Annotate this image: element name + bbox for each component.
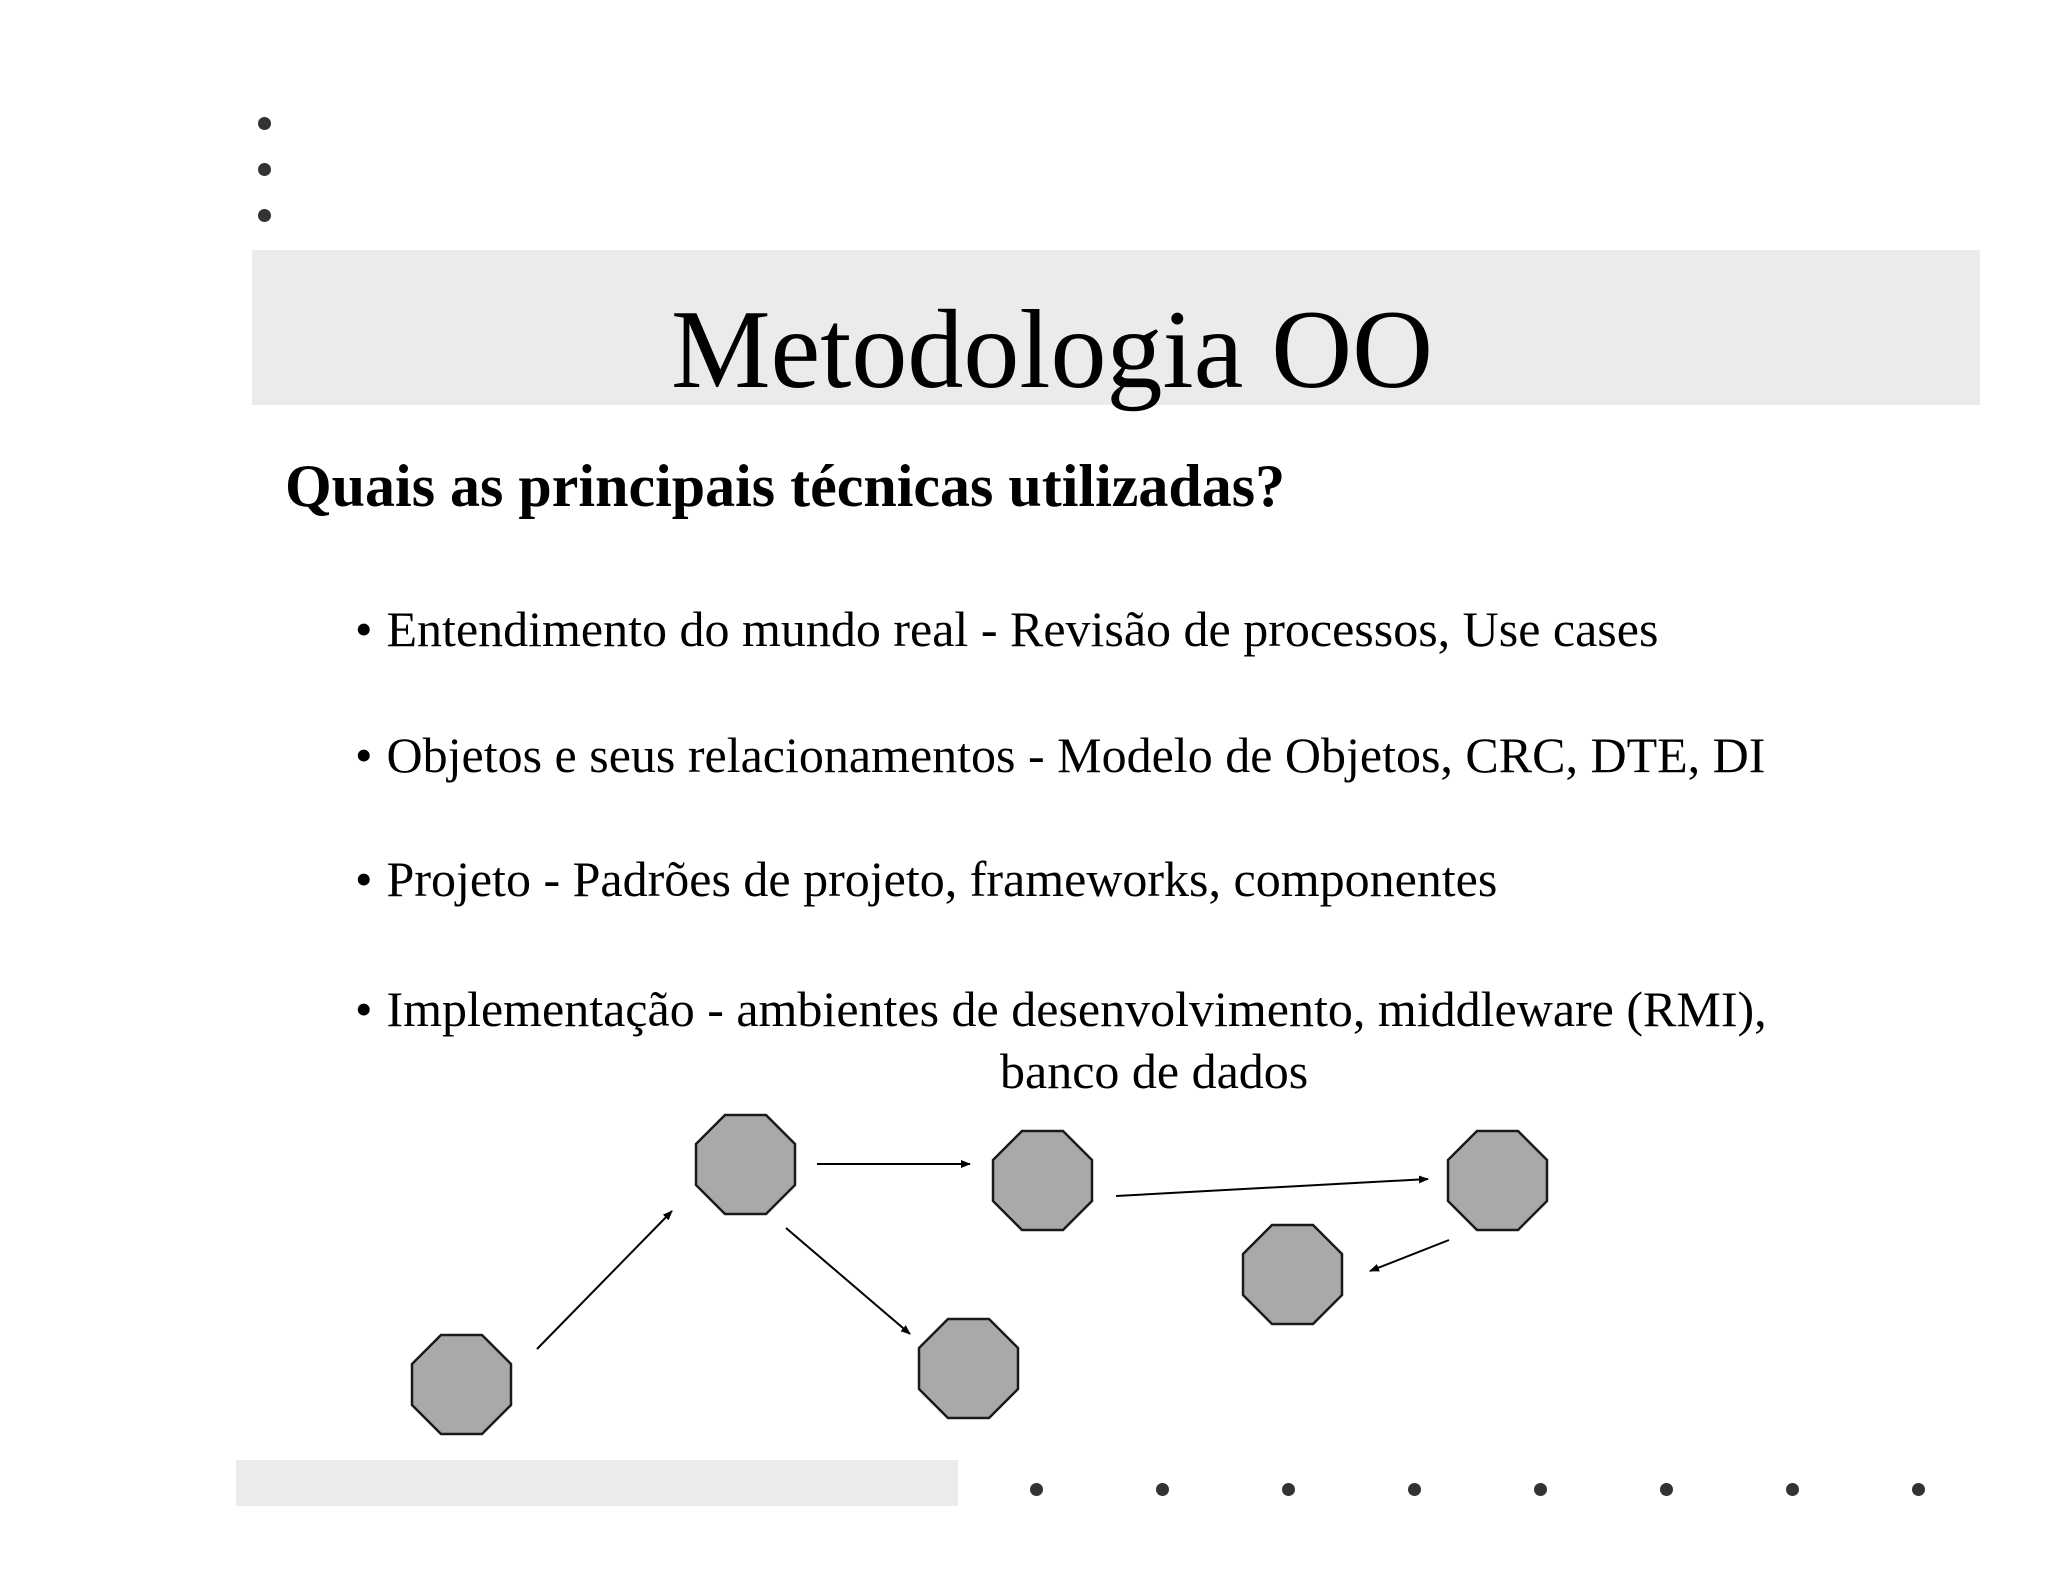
decor-dot xyxy=(1534,1483,1547,1496)
bullet-text: Objetos e seus relacionamentos - Modelo de Objetos, CRC, DTE, DI xyxy=(386,727,1766,783)
bullet-text: Entendimento do mundo real - Revisão de processos, Use cases xyxy=(386,601,1659,657)
decor-dot xyxy=(1786,1483,1799,1496)
bullet-text: Implementação - ambientes de desenvolvimento, middleware (RMI), xyxy=(386,981,1767,1037)
relationship-arrow xyxy=(1370,1240,1449,1271)
bullet-mark: • xyxy=(355,727,373,783)
bullet-mark: • xyxy=(355,601,373,657)
object-node xyxy=(1243,1225,1342,1324)
slide-subtitle: Quais as principais técnicas utilizadas? xyxy=(285,453,1286,519)
bullet-mark: • xyxy=(355,851,373,907)
relationship-arrow xyxy=(1116,1179,1428,1196)
bullet-text: Projeto - Padrões de projeto, frameworks, componentes xyxy=(386,851,1498,907)
bullet-mark: • xyxy=(355,981,373,1037)
slide-title: Metodologia OO xyxy=(670,288,1434,412)
decor-dot xyxy=(1912,1483,1925,1496)
decor-dot xyxy=(1660,1483,1673,1496)
object-node xyxy=(696,1115,795,1214)
relationship-arrow xyxy=(786,1228,910,1334)
object-node xyxy=(993,1131,1092,1230)
decor-dot xyxy=(1156,1483,1169,1496)
object-node xyxy=(1448,1131,1547,1230)
relationship-arrow xyxy=(537,1211,672,1349)
decor-dot xyxy=(1408,1483,1421,1496)
decor-dot xyxy=(1030,1483,1043,1496)
footer-band xyxy=(236,1460,958,1506)
object-node xyxy=(412,1335,511,1434)
bullet-continuation: banco de dados xyxy=(1000,1043,1309,1099)
decor-dot xyxy=(1282,1483,1295,1496)
object-node xyxy=(919,1319,1018,1418)
